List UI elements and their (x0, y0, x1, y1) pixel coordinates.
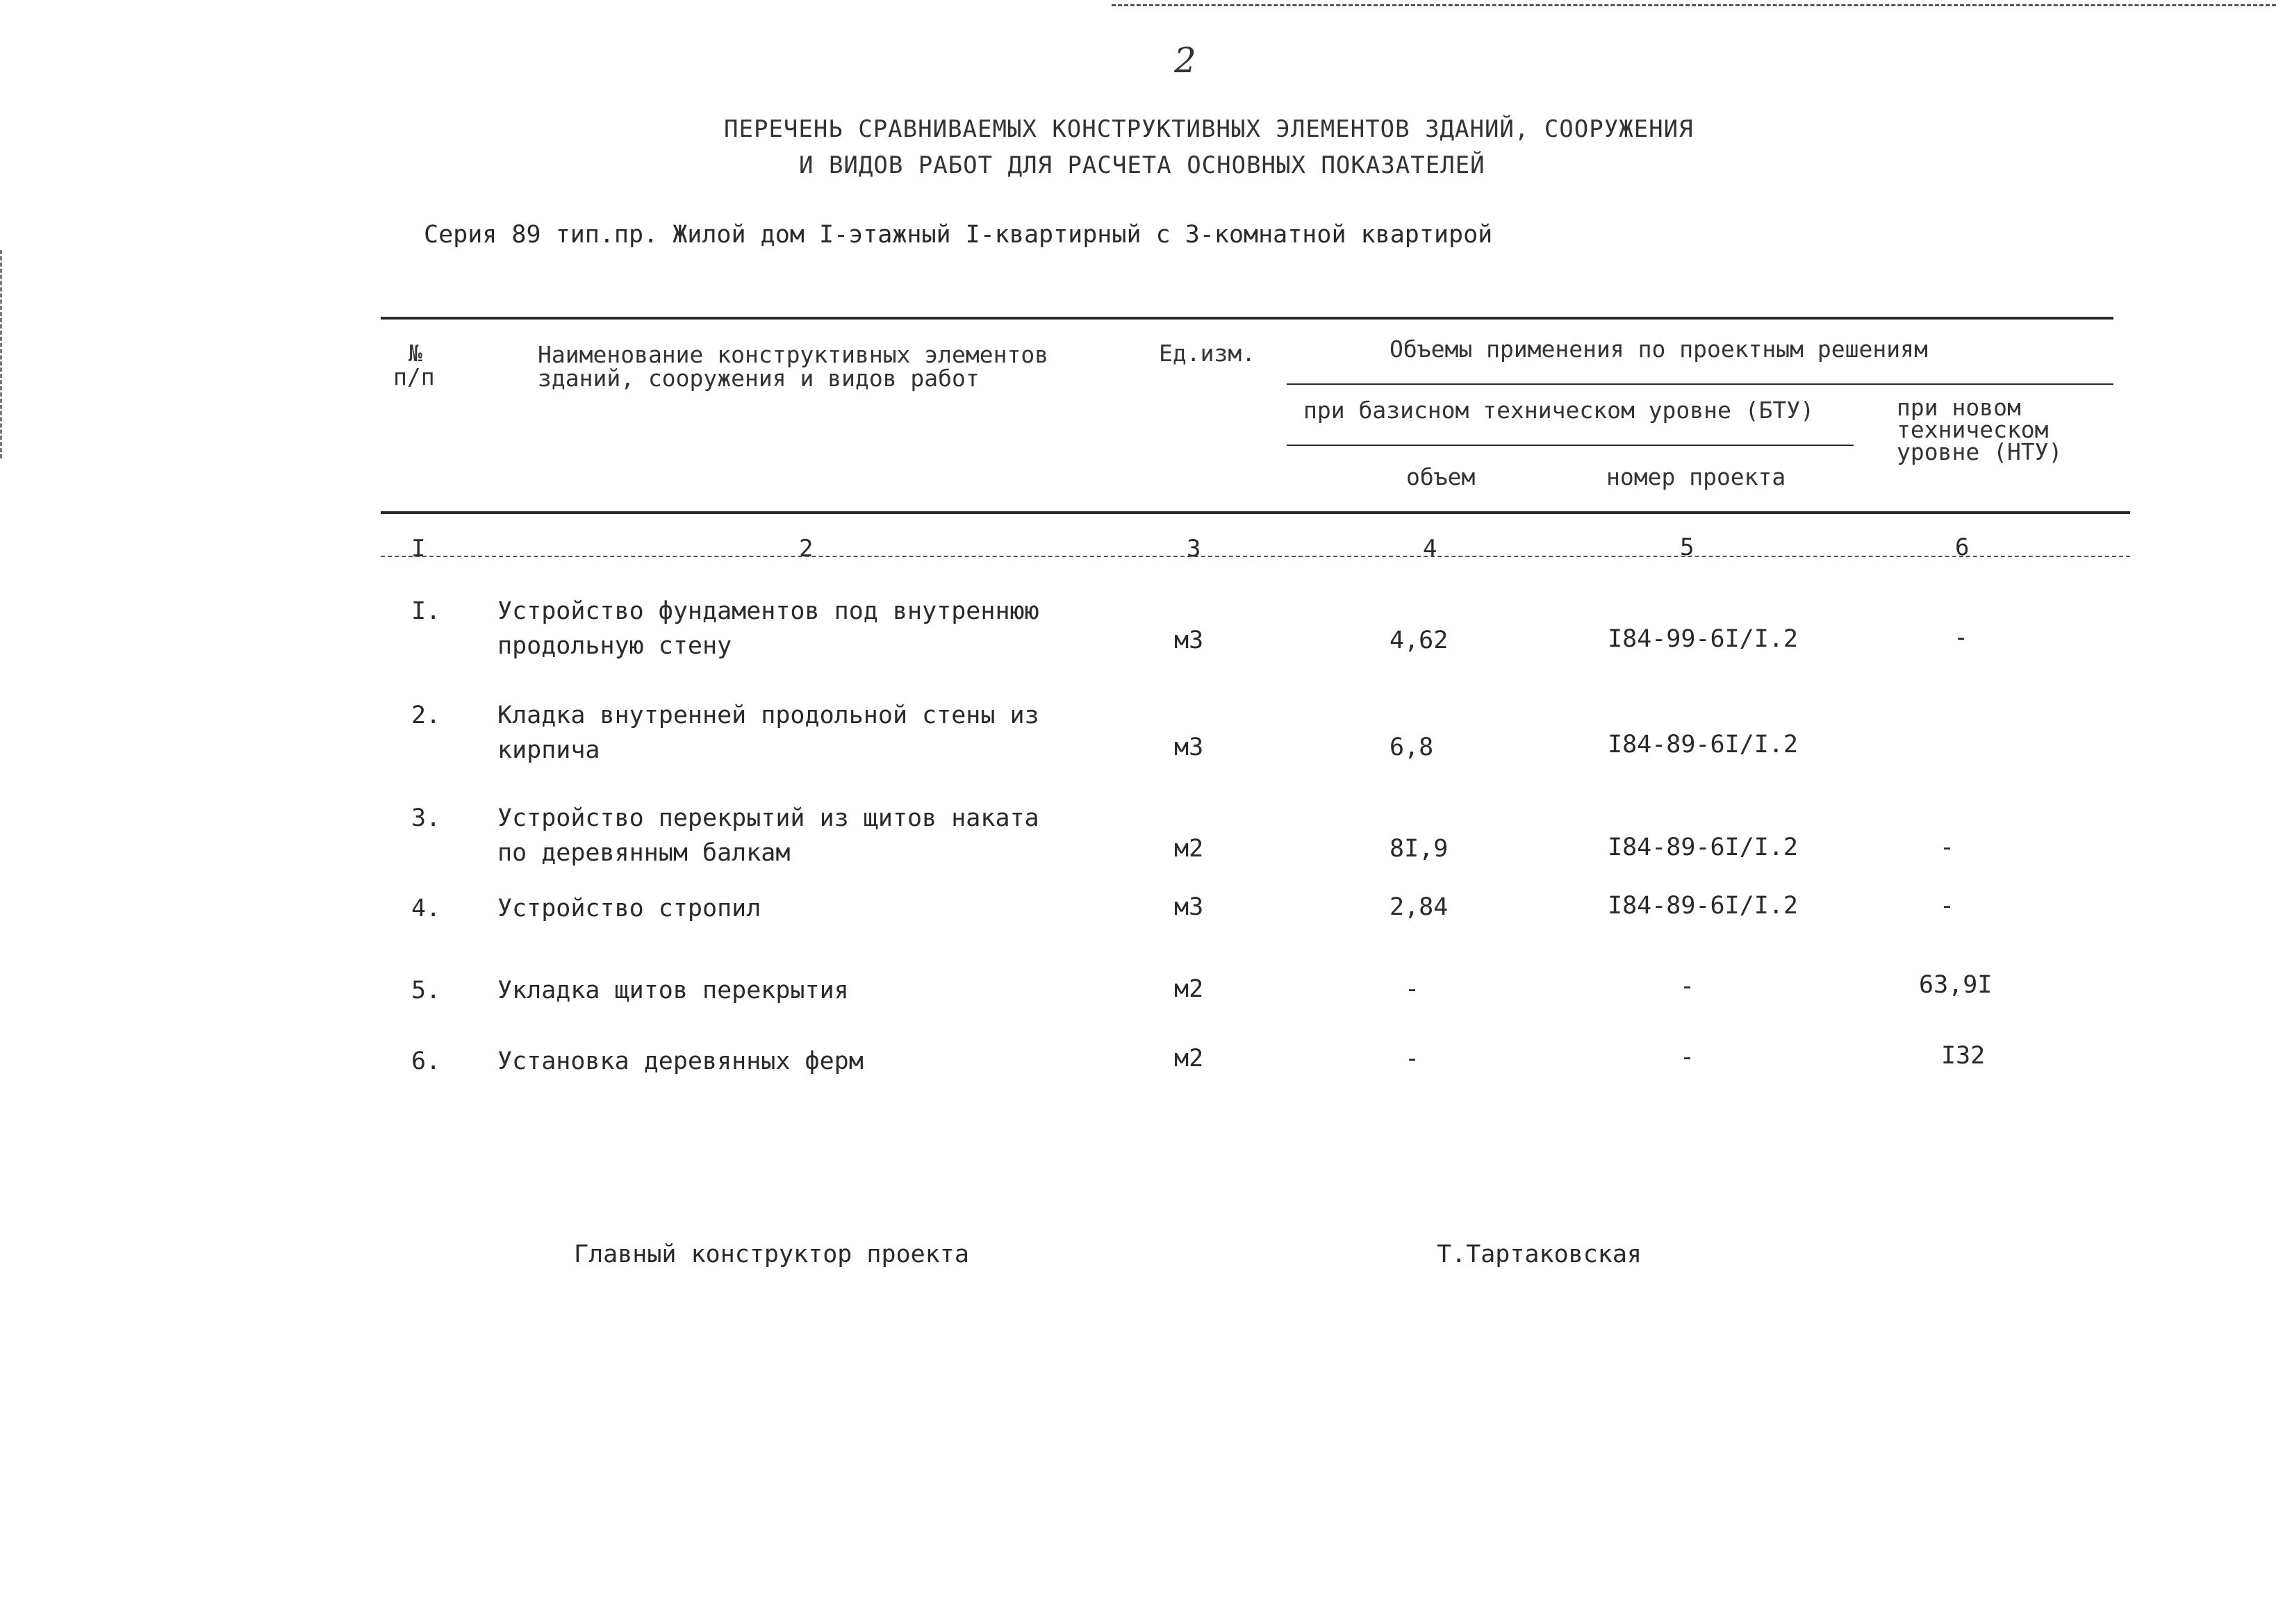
row-volume: 2,84 (1389, 893, 1449, 921)
row-unit: м2 (1174, 1045, 1204, 1072)
row-number: 4. (411, 895, 441, 922)
header-btu: при базисном техническом уровне (БТУ) (1303, 397, 1815, 424)
header-ntu-line-2: техническом (1897, 416, 2049, 443)
row-ntu-value: - (1940, 892, 1955, 920)
row-project-number: - (1680, 1043, 1695, 1071)
row-number: 2. (411, 702, 441, 729)
row-name-line-1: Устройство перекрытий из щитов наката (497, 804, 1039, 832)
row-volume: 4,62 (1389, 627, 1449, 654)
header-btu-rule (1287, 445, 1854, 446)
column-number-3: 3 (1187, 535, 1201, 563)
scan-edge-left (0, 250, 2, 458)
header-project-number: номер проекта (1606, 463, 1786, 490)
header-bottom-rule (381, 511, 2130, 514)
row-number: 5. (411, 977, 441, 1004)
row-volume: 6,8 (1389, 734, 1434, 761)
header-name-line-1: Наименование конструктивных элементов (538, 341, 1049, 368)
header-num-label: п/п (393, 363, 435, 390)
row-number: 3. (411, 804, 441, 832)
header-name-line-2: зданий, сооружения и видов работ (538, 365, 980, 392)
header-volumes: Объемы применения по проектным решениям (1389, 335, 1928, 363)
title-line-2: И ВИДОВ РАБОТ ДЛЯ РАСЧЕТА ОСНОВНЫХ ПОКАЗАТЕЛЕЙ (799, 151, 1485, 179)
header-num-symbol: № (409, 340, 422, 367)
signature-role: Главный конструктор проекта (574, 1241, 969, 1268)
row-name-line-2: по деревянным балкам (497, 839, 791, 867)
row-unit: м3 (1174, 734, 1204, 761)
row-unit: м2 (1174, 835, 1204, 863)
column-number-4: 4 (1423, 535, 1437, 563)
series-description: Серия 89 тип.пр. Жилой дом I-этажный I-квартирный с 3-комнатной квартирой (424, 221, 1493, 249)
row-name-line-1: Устройство фундаментов под внутреннюю (497, 597, 1039, 625)
header-volumes-rule (1287, 383, 2113, 385)
header-unit: Ед.изм. (1159, 340, 1256, 367)
scan-edge-top (1112, 4, 2276, 6)
row-project-number: I84-99-6I/I.2 (1608, 625, 1798, 653)
signature-name: Т.Тартаковская (1437, 1241, 1642, 1268)
row-number: I. (411, 597, 441, 625)
row-number: 6. (411, 1047, 441, 1075)
row-project-number: - (1680, 972, 1695, 1000)
row-ntu-value: 63,9I (1919, 971, 1993, 999)
column-number-1: I (411, 535, 426, 563)
row-name-line-1: Кладка внутренней продольной стены из (497, 702, 1039, 729)
row-ntu-value: - (1954, 624, 1969, 652)
row-name-line-1: Устройство стропил (497, 895, 761, 922)
row-project-number: I84-89-6I/I.2 (1608, 731, 1798, 759)
title-line-1: ПЕРЕЧЕНЬ СРАВНИВАЕМЫХ КОНСТРУКТИВНЫХ ЭЛЕМЕНТОВ ЗДАНИЙ, СООРУЖЕНИЯ (724, 115, 1694, 143)
row-unit: м3 (1174, 627, 1204, 654)
row-project-number: I84-89-6I/I.2 (1608, 834, 1798, 861)
page-number: 2 (1174, 40, 1196, 81)
row-volume: 8I,9 (1389, 835, 1449, 863)
column-numbers-rule (381, 556, 2130, 557)
row-ntu-value: I32 (1941, 1042, 1986, 1070)
column-number-5: 5 (1680, 533, 1694, 561)
row-name-line-2: кирпича (497, 736, 600, 764)
table-top-rule (381, 317, 2113, 320)
row-name-line-1: Укладка щитов перекрытия (497, 977, 849, 1004)
header-ntu-line-1: при новом (1897, 394, 2021, 421)
column-number-6: 6 (1955, 533, 1970, 561)
row-unit: м3 (1174, 893, 1204, 921)
row-name-line-2: продольную стену (497, 632, 732, 660)
row-volume: - (1405, 975, 1420, 1003)
header-ntu-line-3: уровне (НТУ) (1897, 438, 2063, 465)
row-name-line-1: Установка деревянных ферм (497, 1047, 864, 1075)
row-volume: - (1405, 1045, 1420, 1072)
row-ntu-value: - (1940, 834, 1955, 861)
row-unit: м2 (1174, 975, 1204, 1003)
column-number-2: 2 (799, 535, 814, 563)
row-project-number: I84-89-6I/I.2 (1608, 892, 1798, 920)
header-volume: объем (1406, 463, 1476, 490)
